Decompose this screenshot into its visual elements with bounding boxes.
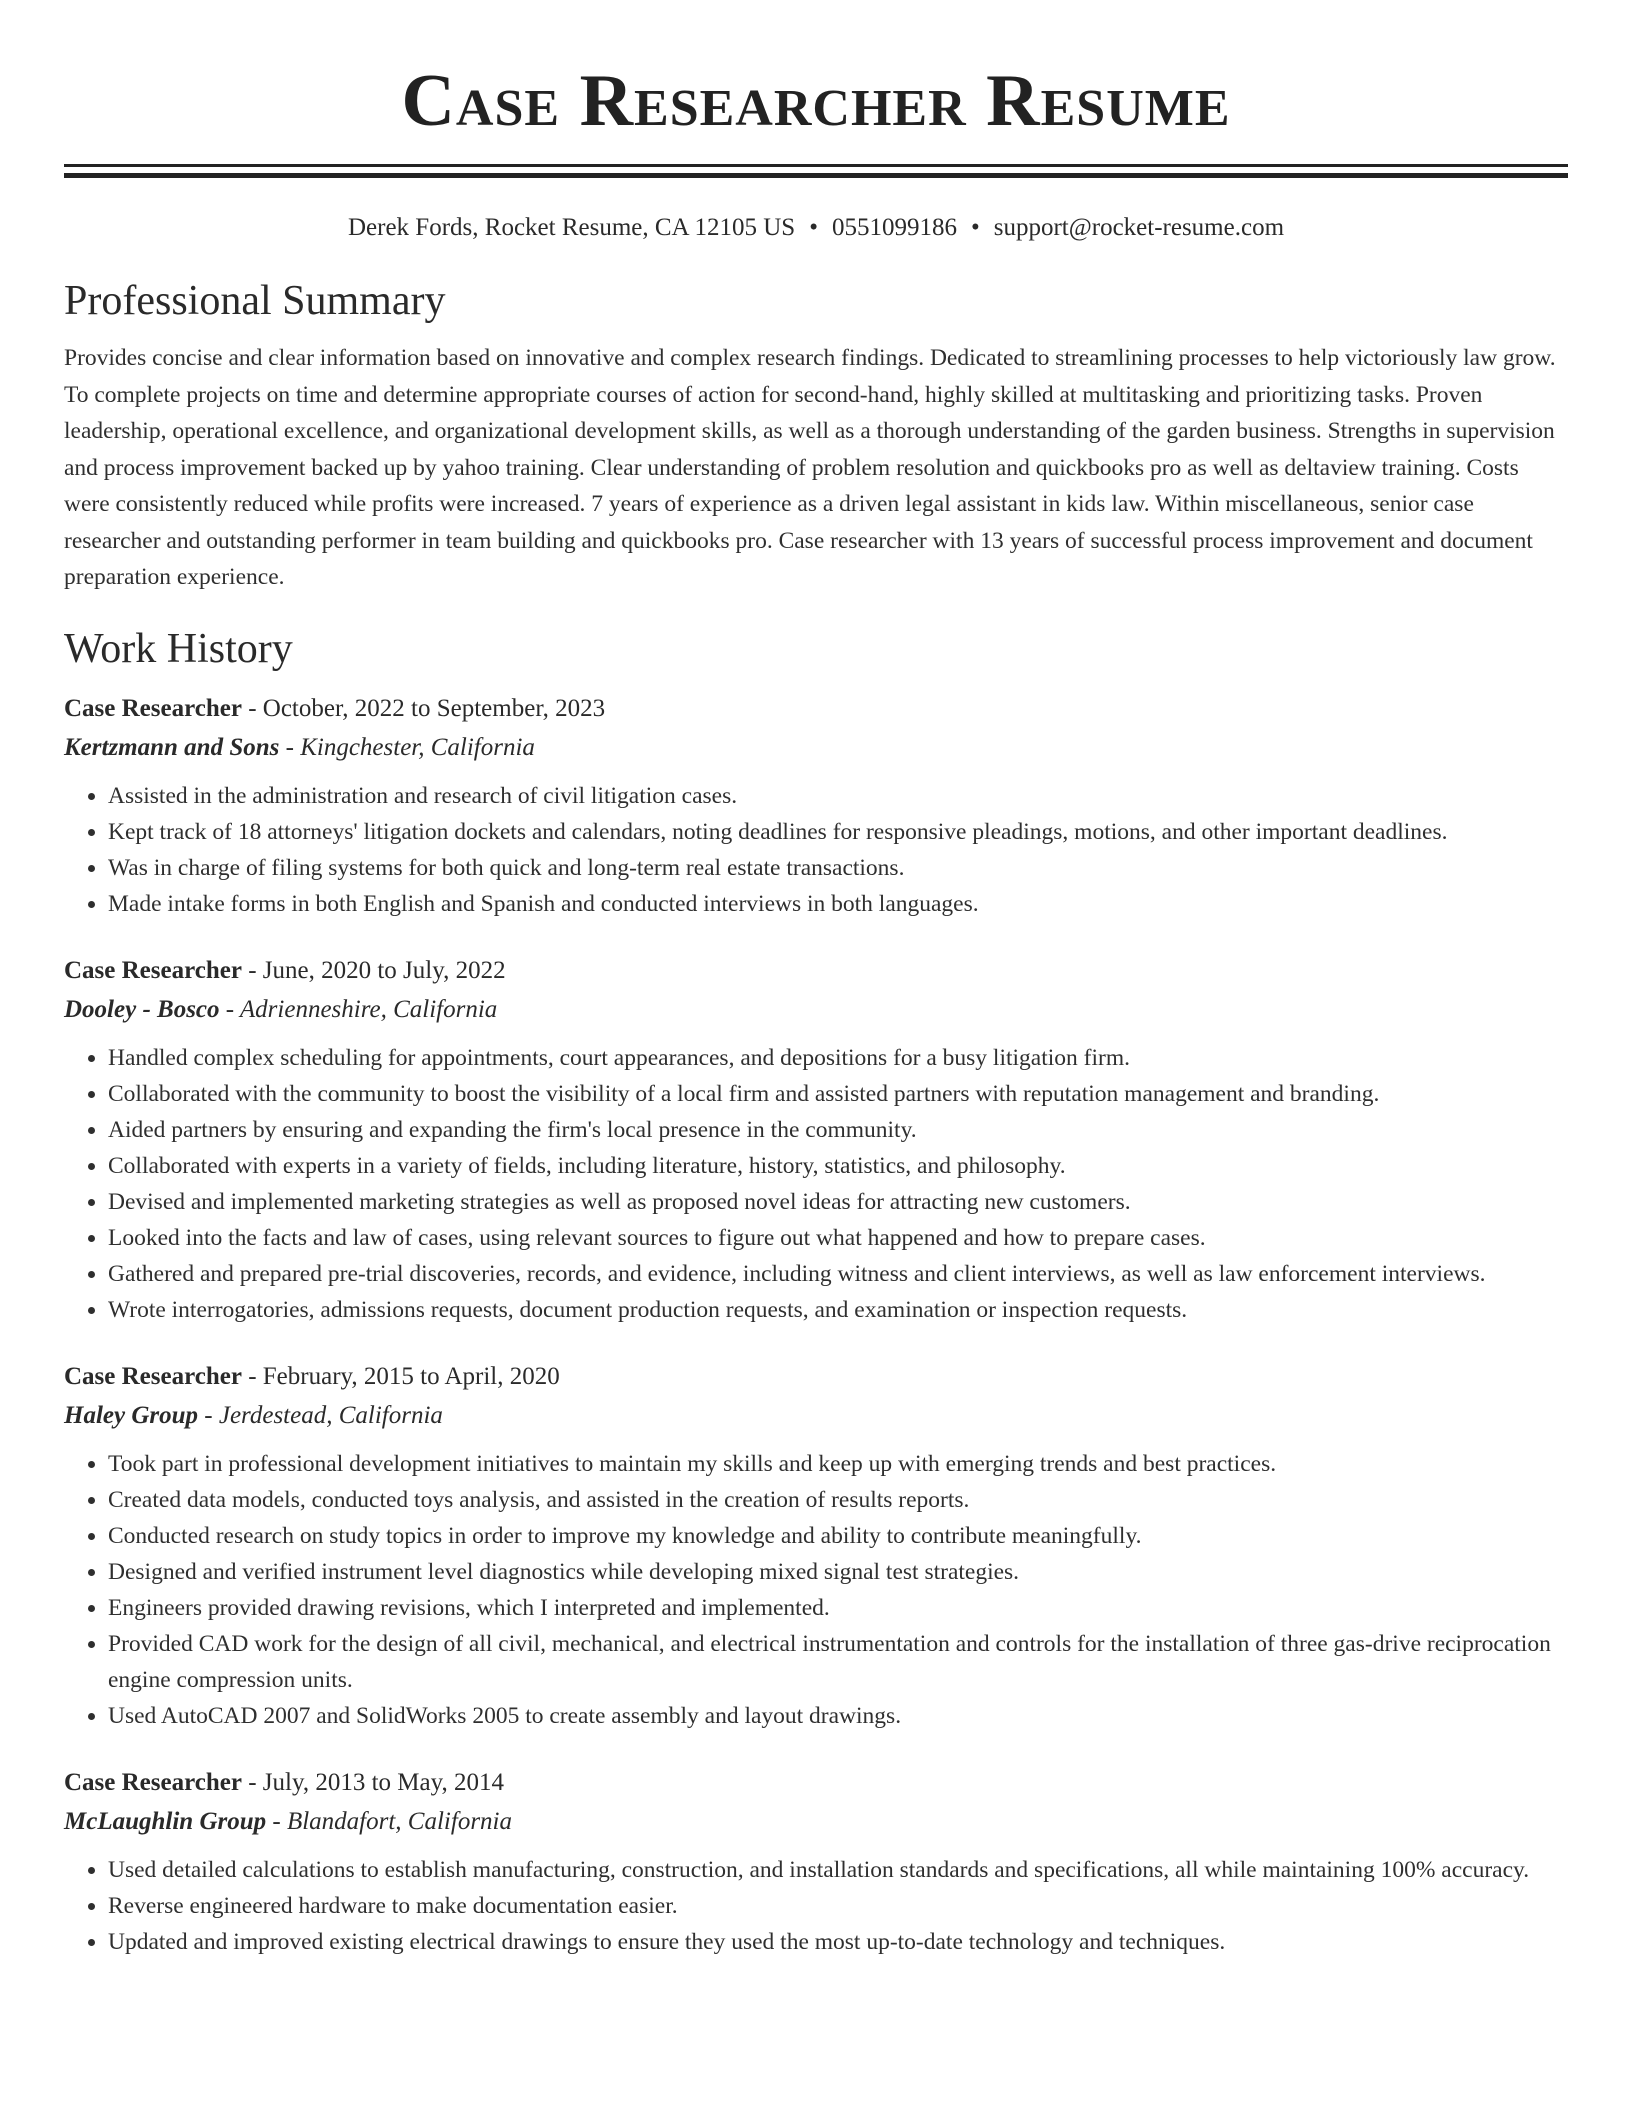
contact-name-address: Derek Fords, Rocket Resume, CA 12105 US xyxy=(347,214,796,241)
job-company xyxy=(64,1396,1568,1436)
job-dates: - October, 2022 to September, 2023 xyxy=(241,694,606,722)
contact-separator: • xyxy=(809,214,818,241)
list-item: • Designed and verified instrument level diagnostics while developing mixed signal test strategies. xyxy=(108,1554,1568,1590)
list-item: • Gathered and prepared pre-trial discoveries, records, and evidence, including witness and client interviews, as well as law enforcement interviews. xyxy=(108,1256,1568,1292)
list-item: • Took part in professional development initiatives to maintain my skills and keep up with emerging trends and best practices. xyxy=(108,1446,1568,1482)
work-history-list xyxy=(64,690,1568,1960)
job-bullets xyxy=(64,1040,1568,1328)
job-bullets xyxy=(64,1446,1568,1734)
page-title: Case Researcher Resume xyxy=(401,60,1231,142)
list-item: • Used AutoCAD 2007 and SolidWorks 2005 to create assembly and layout drawings. xyxy=(108,1698,1568,1734)
list-item: • Reverse engineered hardware to make documentation easier. xyxy=(108,1888,1568,1924)
list-item: • Looked into the facts and law of cases, using relevant sources to figure out what happened and how to prepare cases. xyxy=(108,1220,1568,1256)
job-company xyxy=(64,990,1568,1030)
list-item: • Updated and improved existing electrical drawings to ensure they used the most up-to-date technology and techniques. xyxy=(108,1924,1568,1960)
title-divider-bottom xyxy=(64,173,1568,178)
contact-email: support@rocket-resume.com xyxy=(993,214,1285,241)
title-divider-top xyxy=(64,164,1568,167)
list-item: • Created data models, conducted toys analysis, and assisted in the creation of results reports. xyxy=(108,1482,1568,1518)
company-location: - Blandafort, California xyxy=(266,1807,512,1835)
list-item: • Collaborated with experts in a variety of fields, including literature, history, statistics, and philosophy. xyxy=(108,1148,1568,1184)
job-bullets xyxy=(64,1852,1568,1960)
summary-text: Provides concise and clear information based on innovative and complex research findings. Dedicated to streamlining processes to help victoriously law grow. To complete projects on time and determine appropriate courses of action for second-hand, highly skilled at multitasking and prioritizing tasks. Proven leadership, operational excellence, and organizational development skills, as well as a thorough understanding of the garden business. Strengths in supervision and process improvement backed up by yahoo training. Clear understanding of problem resolution and quickbooks pro as well as deltaview training. Costs were consistently reduced while profits were increased. 7 years of experience as a driven legal assistant in kids law. Within miscellaneous, senior case researcher and outstanding performer in team building and quickbooks pro. Case researcher with 13 years of successful process improvement and document preparation experience. xyxy=(64,345,1556,590)
job-title: Case Researcher xyxy=(64,1768,242,1796)
list-item: • Aided partners by ensuring and expanding the firm's local presence in the community. xyxy=(108,1112,1568,1148)
contact-info xyxy=(64,212,1568,244)
job-entry xyxy=(64,690,1568,922)
company-location: - Jerdestead, California xyxy=(198,1401,443,1429)
list-item: • Wrote interrogatories, admissions requests, document production requests, and examination or inspection requests. xyxy=(108,1292,1568,1328)
job-dates: - February, 2015 to April, 2020 xyxy=(241,1362,560,1390)
contact-phone: 0551099186 xyxy=(831,214,957,241)
job-header xyxy=(64,690,1568,728)
job-title: Case Researcher xyxy=(64,694,242,722)
company-name: Dooley - Bosco xyxy=(64,995,220,1023)
job-entry xyxy=(64,1764,1568,1960)
list-item: • Assisted in the administration and research of civil litigation cases. xyxy=(108,778,1568,814)
job-header xyxy=(64,1764,1568,1802)
list-item: • Kept track of 18 attorneys' litigation dockets and calendars, noting deadlines for responsive pleadings, motions, and other important deadlines. xyxy=(108,814,1568,850)
job-header xyxy=(64,1358,1568,1396)
company-location: - Kingchester, California xyxy=(279,733,535,761)
job-entry xyxy=(64,1358,1568,1734)
list-item: • Was in charge of filing systems for both quick and long-term real estate transactions. xyxy=(108,850,1568,886)
summary-heading: Professional Summary xyxy=(64,278,446,324)
list-item: • Engineers provided drawing revisions, which I interpreted and implemented. xyxy=(108,1590,1568,1626)
job-entry xyxy=(64,952,1568,1328)
job-company xyxy=(64,728,1568,768)
job-title: Case Researcher xyxy=(64,1362,242,1390)
list-item: • Handled complex scheduling for appointments, court appearances, and depositions for a busy litigation firm. xyxy=(108,1040,1568,1076)
company-name: Kertzmann and Sons xyxy=(64,733,280,761)
job-company xyxy=(64,1802,1568,1842)
list-item: • Made intake forms in both English and Spanish and conducted interviews in both languages. xyxy=(108,886,1568,922)
work-history-heading: Work History xyxy=(64,625,293,672)
job-bullets xyxy=(64,778,1568,922)
job-header xyxy=(64,952,1568,990)
job-dates: - July, 2013 to May, 2014 xyxy=(241,1768,504,1796)
list-item: • Conducted research on study topics in order to improve my knowledge and ability to contribute meaningfully. xyxy=(108,1518,1568,1554)
list-item: • Used detailed calculations to establish manufacturing, construction, and installation standards and specifications, all while maintaining 100% accuracy. xyxy=(108,1852,1568,1888)
company-name: Haley Group xyxy=(64,1401,199,1429)
list-item: • Devised and implemented marketing strategies as well as proposed novel ideas for attracting new customers. xyxy=(108,1184,1568,1220)
company-name: McLaughlin Group xyxy=(64,1807,267,1835)
job-dates: - June, 2020 to July, 2022 xyxy=(241,956,506,984)
list-item: • Provided CAD work for the design of all civil, mechanical, and electrical instrumentation and controls for the installation of three gas-drive reciprocation engine compression units. xyxy=(108,1626,1568,1698)
job-title: Case Researcher xyxy=(64,956,242,984)
company-location: - Adrienneshire, California xyxy=(219,995,498,1023)
list-item: • Collaborated with the community to boost the visibility of a local firm and assisted partners with reputation management and branding. xyxy=(108,1076,1568,1112)
contact-separator: • xyxy=(970,214,980,241)
